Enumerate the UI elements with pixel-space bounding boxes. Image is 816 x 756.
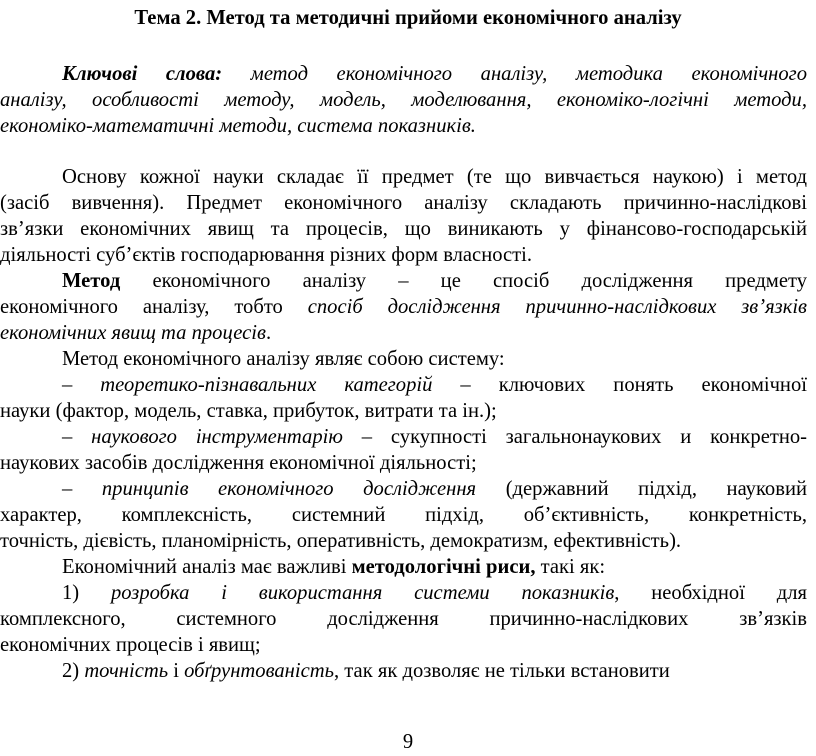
system-item-3-text: (державний підхід, науковий [505, 478, 807, 500]
method-definition: економічного аналізу – це спосіб дослідження предмету [152, 270, 808, 292]
system-item-3-line-2: характер, комплексність, системний підхід, об’єктивність, конкретність, [0, 504, 807, 526]
method-text-italic-end: економічних явищ та процесів [0, 322, 266, 344]
feature-1-line-2: комплексного, системного дослідження причинно-наслідкових зв’язків [0, 608, 807, 630]
feature-1-number: 1) [62, 582, 80, 604]
method-term: Метод [62, 270, 121, 292]
paragraph-1-line-3: зв’язки економічних явищ та процесів, що виникають у фінансово-господарській [0, 218, 807, 240]
system-item-2-line-2: наукових засобів дослідження економічної діяльності; [0, 452, 477, 474]
system-item-3-line-1 [62, 476, 807, 502]
paragraph-1-line-4: діяльності суб’єктів господарювання різних форм власності. [0, 244, 533, 266]
system-item-2-text: – сукупності загальнонаукових и конкретно- [361, 426, 808, 448]
dash: – [62, 426, 73, 448]
feature-2-number: 2) [62, 660, 80, 682]
features-intro: Економічний аналіз має важливі [62, 556, 347, 578]
paragraph-2-line-2 [0, 294, 807, 320]
keywords-text-1: метод економічного аналізу, методика економічного [250, 63, 808, 85]
keywords-label: Ключові слова: [62, 63, 223, 85]
system-item-1-line-1 [62, 372, 807, 398]
feature-2-text: , так як дозволяє не тільки встановити [334, 660, 670, 682]
features-term: методологічні риси, [351, 556, 536, 578]
dash: – [62, 374, 73, 396]
dash: – [62, 478, 73, 500]
system-item-2-term: наукового інструментарію [91, 426, 343, 448]
system-item-1-line-2: науки (фактор, модель, ставка, прибуток, витрати та ін.); [0, 400, 497, 422]
feature-2-line-1 [62, 658, 807, 684]
period: . [265, 322, 272, 344]
page-title: Тема 2. Метод та методичні прийоми економічного аналізу [134, 7, 682, 29]
feature-1-term: розробка і використання системи показників [110, 582, 615, 604]
paragraph-2-line-3 [0, 320, 807, 346]
features-outro: такі як: [540, 556, 606, 578]
feature-1-line-1 [62, 580, 807, 606]
feature-2-term-1: точність [84, 660, 169, 682]
system-item-1-text: – ключових понять економічної [460, 374, 807, 396]
feature-1-text: , необхідної для [614, 582, 807, 604]
paragraph-1-line-2: (засіб вивчення). Предмет економічного аналізу складають причинно-наслідкові [0, 192, 807, 214]
system-item-2-line-1 [62, 424, 807, 450]
keywords-line-2: аналізу, особливості методу, модель, моделювання, економіко-логічні методи, [0, 89, 807, 111]
system-item-3-term: принципів економічного дослідження [101, 478, 477, 500]
page-number: 9 [402, 731, 414, 753]
system-item-1-term: теоретико-пізнавальних категорій [100, 374, 433, 396]
method-text-plain: економічного аналізу, тобто [0, 296, 283, 318]
system-item-3-line-3: точність, дієвість, планомірність, оперативність, демократизм, ефективність). [0, 530, 682, 552]
keywords-line-3: економіко-математичні методи, система показників. [0, 115, 476, 137]
keywords-line-1 [62, 61, 807, 87]
paragraph-3-line-1: Метод економічного аналізу являє собою систему: [62, 348, 505, 370]
paragraph-2-line-1 [62, 268, 807, 294]
feature-2-term-2: обґрунтованість [184, 660, 334, 682]
conjunction: і [173, 660, 179, 682]
paragraph-4-line-1 [62, 554, 807, 580]
method-text-italic: спосіб дослідження причинно-наслідкових зв’язків [307, 296, 807, 318]
paragraph-1-line-1: Основу кожної науки складає її предмет (те що вивчається наукою) і метод [62, 166, 807, 188]
feature-1-line-3: економічних процесів і явищ; [0, 634, 261, 656]
